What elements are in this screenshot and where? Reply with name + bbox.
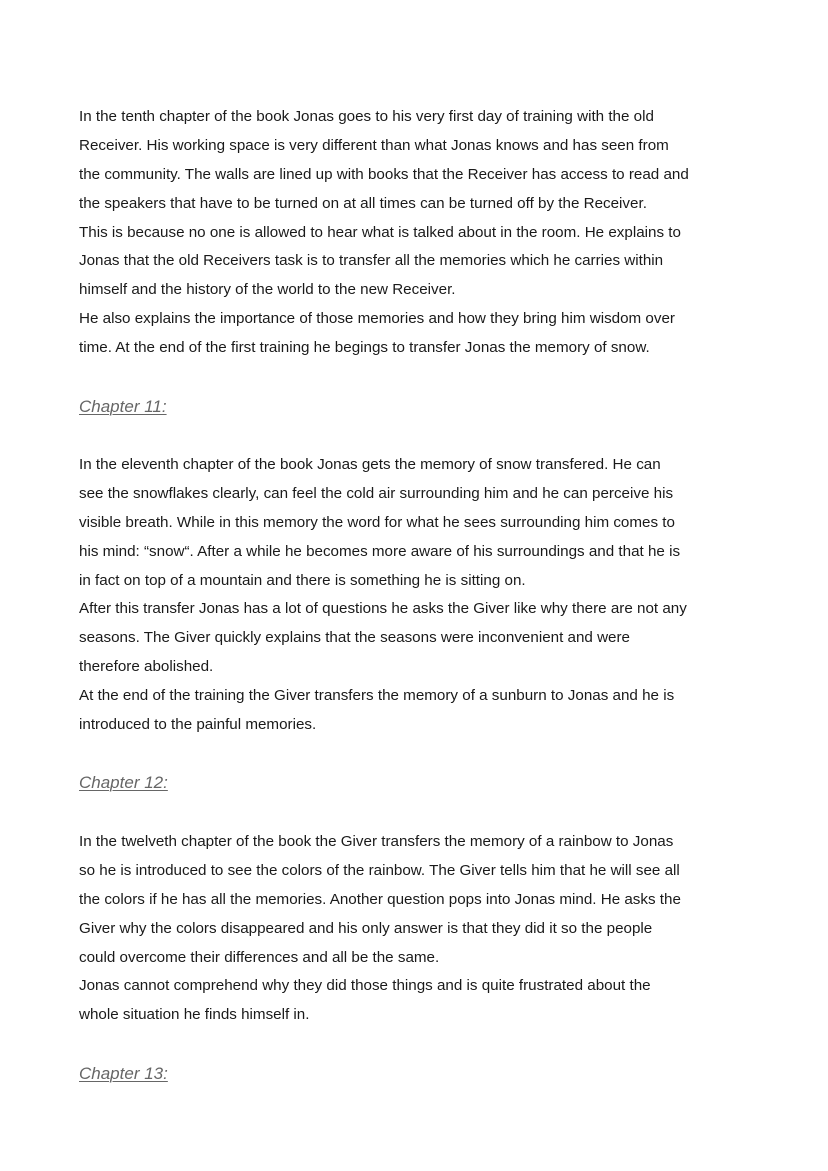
text-line: the speakers that have to be turned on at all times can be turned off by the Receiver. [79,194,647,212]
text-line: himself and the history of the world to the new Receiver. [79,281,456,299]
text-line: visible breath. While in this memory the word for what he sees surrounding him comes to [79,513,675,531]
chapter-12-summary [79,828,779,1030]
text-line: seasons. The Giver quickly explains that the seasons were inconvenient and were [79,629,630,647]
text-line: After this transfer Jonas has a lot of questions he asks the Giver like why there are not any [79,600,687,618]
text-line: This is because no one is allowed to hear what is talked about in the room. He explains to [79,223,681,241]
chapter-11-heading: Chapter 11: [79,397,167,416]
text-line: could overcome their differences and all be the same. [79,948,440,966]
chapter-12-heading: Chapter 12: [79,773,168,792]
text-line: see the snowflakes clearly, can feel the cold air surrounding him and he can perceive his [79,484,674,502]
text-line: In the eleventh chapter of the book Jonas gets the memory of snow transfered. He can [79,456,661,473]
text-line: Giver why the colors disappeared and his only answer is that they did it so the people [79,919,653,937]
text-line: In the twelveth chapter of the book the Giver transfers the memory of a rainbow to Jonas [79,833,674,850]
text-line: introduced to the painful memories. [79,716,317,734]
text-line: He also explains the importance of those memories and how they bring him wisdom over [79,310,675,328]
text-line: Receiver. His working space is very different than what Jonas knows and has seen from [79,136,669,154]
text-line: the colors if he has all the memories. Another question pops into Jonas mind. He asks the [79,890,681,908]
text-line: therefore abolished. [79,658,214,676]
text-line: whole situation he finds himself in. [79,1006,310,1024]
text-line: At the end of the training the Giver transfers the memory of a sunburn to Jonas and he is [79,687,675,705]
text-line: In the tenth chapter of the book Jonas goes to his very first day of training with the old [79,108,654,125]
text-line: Jonas cannot comprehend why they did those things and is quite frustrated about the [79,977,651,995]
chapter-11-summary [79,451,779,740]
text-line: Jonas that the old Receivers task is to transfer all the memories which he carries within [79,252,664,270]
text-line: in fact on top of a mountain and there is something he is sitting on. [79,571,526,589]
text-line: so he is introduced to see the colors of the rainbow. The Giver tells him that he will see all [79,861,680,879]
chapter-13-heading: Chapter 13: [79,1064,168,1083]
text-line: his mind: “snow“. After a while he becomes more aware of his surroundings and that he is [79,542,681,560]
chapter-10-summary [79,103,779,363]
text-line: time. At the end of the first training he begings to transfer Jonas the memory of snow. [79,339,650,357]
text-line: the community. The walls are lined up with books that the Receiver has access to read and [79,165,689,183]
